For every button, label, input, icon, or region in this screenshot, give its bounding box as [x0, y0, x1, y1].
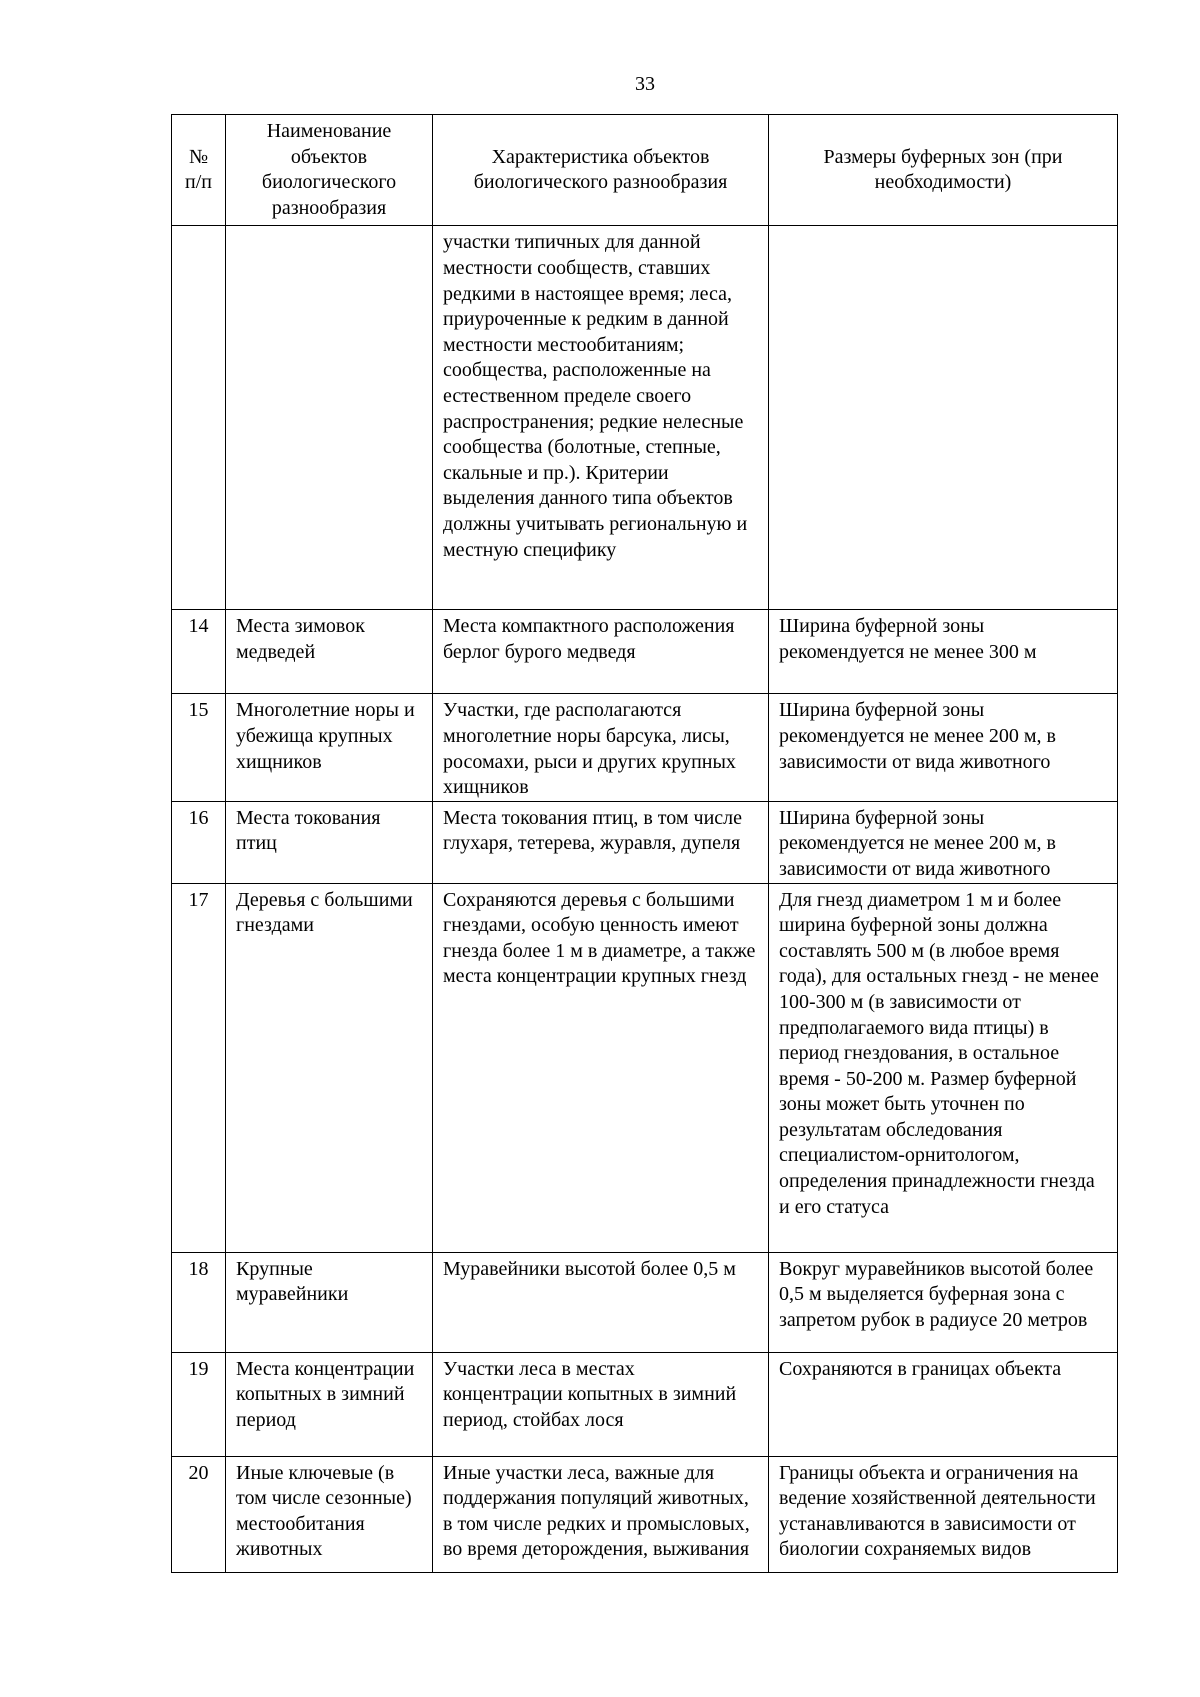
row-number: 16 — [172, 801, 226, 883]
biodiversity-table — [171, 114, 1118, 1573]
row-characteristic: Сохраняются деревья с большими гнездами, особую ценность имеют гнезда более 1 м в диаметре, а также места концентрации крупных гнезд — [433, 883, 769, 1252]
row-buffer: Сохраняются в границах объекта — [769, 1352, 1118, 1456]
table-row-continuation — [172, 226, 1118, 610]
row-buffer: Ширина буферной зоны рекомендуется не менее 200 м, в зависимости от вида животного — [769, 694, 1118, 801]
row-buffer: Границы объекта и ограничения на ведение хозяйственной деятельности устанавливаются в зависимости от биологии сохраняемых видов — [769, 1456, 1118, 1572]
row-buffer: Ширина буферной зоны рекомендуется не менее 200 м, в зависимости от вида животного — [769, 801, 1118, 883]
row-name: Иные ключевые (в том числе сезонные) местообитания животных — [226, 1456, 433, 1572]
row-name: Места концентрации копытных в зимний период — [226, 1352, 433, 1456]
table-row — [172, 694, 1118, 801]
page-number: 33 — [635, 73, 655, 95]
row-name — [226, 226, 433, 610]
row-number — [172, 226, 226, 610]
row-characteristic: участки типичных для данной местности сообществ, ставших редкими в настоящее время; леса, приуроченные к редким в данной местности местообитаниям; сообщества, расположенные на естественном пределе своего распространения; редкие нелесные сообщества (болотные, степные, скальные и пр.). Критерии выделения данного типа объектов должны учитывать региональную и местную специфику — [433, 226, 769, 610]
table-row — [172, 883, 1118, 1252]
row-number: 14 — [172, 610, 226, 694]
row-number: 20 — [172, 1456, 226, 1572]
row-buffer: Ширина буферной зоны рекомендуется не менее 300 м — [769, 610, 1118, 694]
table-row — [172, 801, 1118, 883]
row-number: 17 — [172, 883, 226, 1252]
row-name: Деревья с большими гнездами — [226, 883, 433, 1252]
row-characteristic: Муравейники высотой более 0,5 м — [433, 1252, 769, 1352]
header-number: № п/п — [172, 115, 226, 226]
row-number: 18 — [172, 1252, 226, 1352]
header-name: Наименование объектов биологического разнообразия — [226, 115, 433, 226]
row-buffer: Для гнезд диаметром 1 м и более ширина буферной зоны должна составлять 500 м (в любое время года), для остальных гнезд - не менее 100-300 м (в зависимости от предполагаемого вида птицы) в период гнездования, в остальное время - 50-200 м. Размер буферной зоны может быть уточнен по результатам обследования специалистом-орнитологом, определения принадлежности гнезда и его статуса — [769, 883, 1118, 1252]
row-characteristic: Места компактного расположения берлог бурого медведя — [433, 610, 769, 694]
row-name: Многолетние норы и убежища крупных хищников — [226, 694, 433, 801]
row-characteristic: Участки, где располагаются многолетние норы барсука, лисы, росомахи, рыси и других крупных хищников — [433, 694, 769, 801]
row-number: 15 — [172, 694, 226, 801]
table-row — [172, 1456, 1118, 1572]
row-characteristic: Иные участки леса, важные для поддержания популяций животных, в том числе редких и промысловых, во время деторождения, выживания — [433, 1456, 769, 1572]
row-characteristic: Места токования птиц, в том числе глухаря, тетерева, журавля, дупеля — [433, 801, 769, 883]
row-name: Места зимовок медведей — [226, 610, 433, 694]
row-buffer: Вокруг муравейников высотой более 0,5 м выделяется буферная зона с запретом рубок в радиусе 20 метров — [769, 1252, 1118, 1352]
table-row — [172, 610, 1118, 694]
row-number: 19 — [172, 1352, 226, 1456]
row-buffer — [769, 226, 1118, 610]
row-name: Места токования птиц — [226, 801, 433, 883]
header-buffer: Размеры буферных зон (при необходимости) — [769, 115, 1118, 226]
table-header-row — [172, 115, 1118, 226]
header-characteristic: Характеристика объектов биологического разнообразия — [433, 115, 769, 226]
row-characteristic: Участки леса в местах концентрации копытных в зимний период, стойбах лося — [433, 1352, 769, 1456]
row-name: Крупные муравейники — [226, 1252, 433, 1352]
table-row — [172, 1352, 1118, 1456]
table-row — [172, 1252, 1118, 1352]
